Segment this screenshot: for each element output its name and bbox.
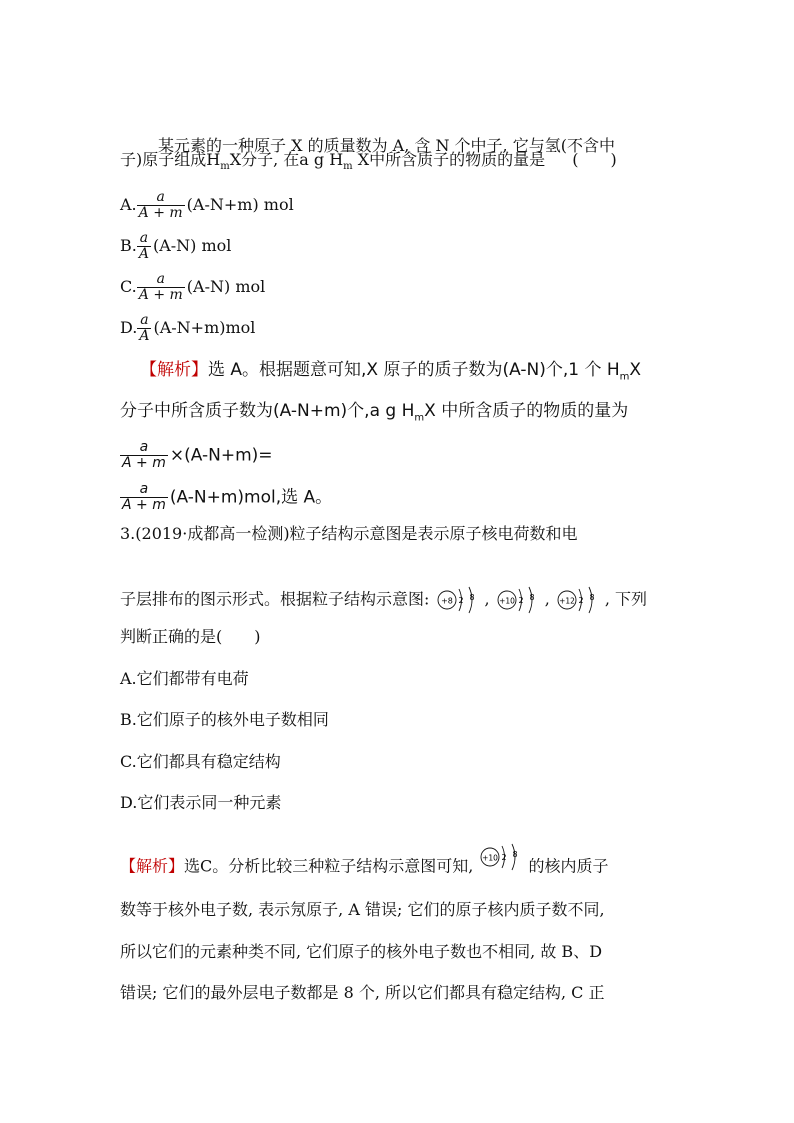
q3-analysis-line4: 错误; 它们的最外层电子数都是 8 个, 所以它们都具有稳定结构, C 正 <box>120 983 605 1002</box>
q3-stem-line3: 判断正确的是( ) <box>120 627 261 646</box>
q2-analysis-line4: $\frac{a}{A + m}$ (A-N+m)mol,选 A。 <box>122 481 333 513</box>
q2-option-a: A. $\frac{a}{A + m}$ (A-N+m) mol <box>120 189 294 221</box>
q3-option-c: C.它们都具有稳定结构 <box>120 752 281 771</box>
atom-diagram-neon <box>480 842 526 872</box>
shell-count: 8 <box>529 593 535 602</box>
q2-analysis-line3: $\frac{a}{A + m}$ ×(A-N+m)= <box>122 439 273 471</box>
q3-option-d: D.它们表示同一种元素 <box>120 793 282 812</box>
q3-stem-line1: 3.(2019·成都高一检测)粒子结构示意图是表示原子核电荷数和电 <box>120 524 578 543</box>
analysis-tag: 【解析】 <box>140 360 208 380</box>
shell-count: 2 <box>501 853 507 862</box>
shell-count: 8 <box>589 593 595 602</box>
shell-count: 2 <box>518 596 524 605</box>
atom-diagram-neon <box>497 585 543 615</box>
q3-stem-line2: 子层排布的图示形式。根据粒子结构示意图: +8 2 8 , +10 2 8 , +12 2 8 , 下列 <box>120 585 647 615</box>
atom-nucleus: +12 <box>558 596 575 606</box>
shell-count: 2 <box>457 596 464 605</box>
q3-option-b: B.它们原子的核外电子数相同 <box>120 710 329 729</box>
answer-paren: ( ) <box>572 150 617 169</box>
atom-diagram-magnesium <box>557 585 603 615</box>
atom-nucleus: +8 <box>440 596 453 606</box>
q2-option-d: D. $\frac{a}{A}$ (A-N+m)mol <box>120 312 256 344</box>
atom-diagram-oxygen <box>437 585 483 615</box>
analysis-tag: 【解析】 <box>120 856 185 876</box>
q3-analysis-line1: 【解析】选C。分析比较三种粒子结构示意图可知, +10 2 8 的核内质子 <box>120 852 608 882</box>
q2-option-b: B. $\frac{a}{A}$ (A-N) mol <box>120 230 232 262</box>
q2-analysis-line2: 分子中所含质子数为(A-N+m)个,a g $H_mX$ 中所含质子的物质的量为 <box>120 401 629 424</box>
q3-option-a: A.它们都带有电荷 <box>120 669 249 688</box>
q3-analysis-line2: 数等于核外电子数, 表示氖原子, A 错误; 它们的原子核内质子数不同, <box>120 900 605 919</box>
atom-nucleus: +10 <box>482 853 499 863</box>
shell-count: 8 <box>468 593 475 602</box>
q2-option-c: C. $\frac{a}{A + m}$ (A-N) mol <box>120 271 266 303</box>
q2-stem-line2: 子)原子组成$H_mX$分子, 在a g $H_m$ X中所含质子的物质的量是 ( ) <box>120 150 617 173</box>
q2-stem-line1: 某元素的一种原子 X 的质量数为 A, 含 N 个中子, 它与氢(不含中 <box>158 136 615 155</box>
q3-analysis-line3: 所以它们的元素种类不同, 它们原子的核外电子数也不相同, 故 B、D <box>120 942 603 961</box>
shell-count: 2 <box>578 596 584 605</box>
shell-count: 8 <box>512 850 518 859</box>
atom-nucleus: +10 <box>498 596 515 606</box>
q2-analysis-line1: 【解析】选 A。根据题意可知,X 原子的质子数为(A-N)个,1 个 $H_mX$ <box>140 360 642 383</box>
